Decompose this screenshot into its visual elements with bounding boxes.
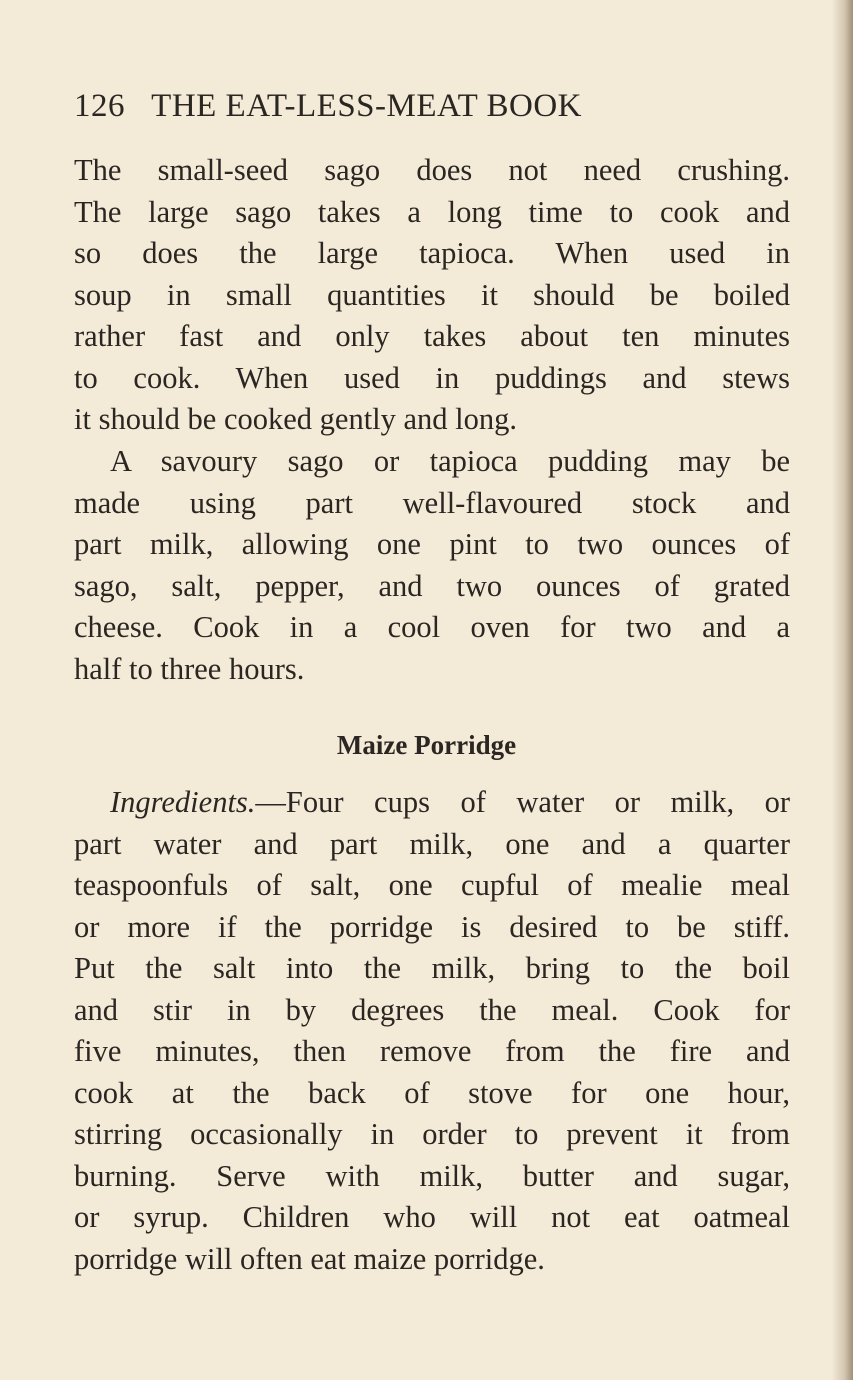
text-line: and stir in by degrees the meal. Cook for [74,992,790,1027]
text-line: sago, salt, pepper, and two ounces of grated [74,568,790,603]
text-line: The small-seed sago does not need crushing. [74,153,790,187]
text-line: cook at the back of stove for one hour, [74,1075,790,1110]
text-line: to cook. When used in puddings and stews [74,360,790,395]
text-line [74,782,790,824]
text-line: A savoury sago or tapioca pudding may be [110,444,790,478]
text-line: so does the large tapioca. When used in [74,236,790,270]
section-heading: Maize Porridge [336,730,517,760]
text-line: part water and part milk, one and a quarter [74,826,790,861]
text-line: rather fast and only takes about ten minutes [74,319,790,353]
text-line: made using part well-flavoured stock and [74,485,790,520]
paragraph-maize-porridge [74,782,790,1280]
text-line: cheese. Cook in a cool oven for two and a [74,610,790,644]
text-line: it should be cooked gently and long. [74,402,518,436]
paragraph-sago [74,150,790,441]
text-line: or syrup. Children who will not eat oatmeal [74,1200,790,1234]
text-line: Put the salt into the milk, bring to the boil [74,951,790,985]
text-line: teaspoonfuls of salt, one cupful of mealie meal [74,868,790,902]
page-number: 126 [74,88,125,124]
text-line: part milk, allowing one pint to two ounces of [74,527,790,561]
text-line: stirring occasionally in order to prevent it from [74,1117,790,1151]
ingredients-label: Ingredients. [110,785,256,819]
running-title: THE EAT-LESS-MEAT BOOK [151,88,583,124]
running-head [74,88,582,125]
ingredients-text: —Four cups of water or milk, or [255,785,790,819]
text-line: soup in small quantities it should be boiled [74,277,790,312]
text-line: half to three hours. [74,651,305,686]
text-line: burning. Serve with milk, butter and sugar, [74,1158,790,1193]
text-line: porridge will often eat maize porridge. [74,1241,545,1276]
paragraph-savoury-pudding [74,441,790,690]
text-line: The large sago takes a long time to cook and [74,194,790,229]
text-line: or more if the porridge is desired to be stiff. [74,909,790,944]
text-line: five minutes, then remove from the fire and [74,1034,790,1068]
